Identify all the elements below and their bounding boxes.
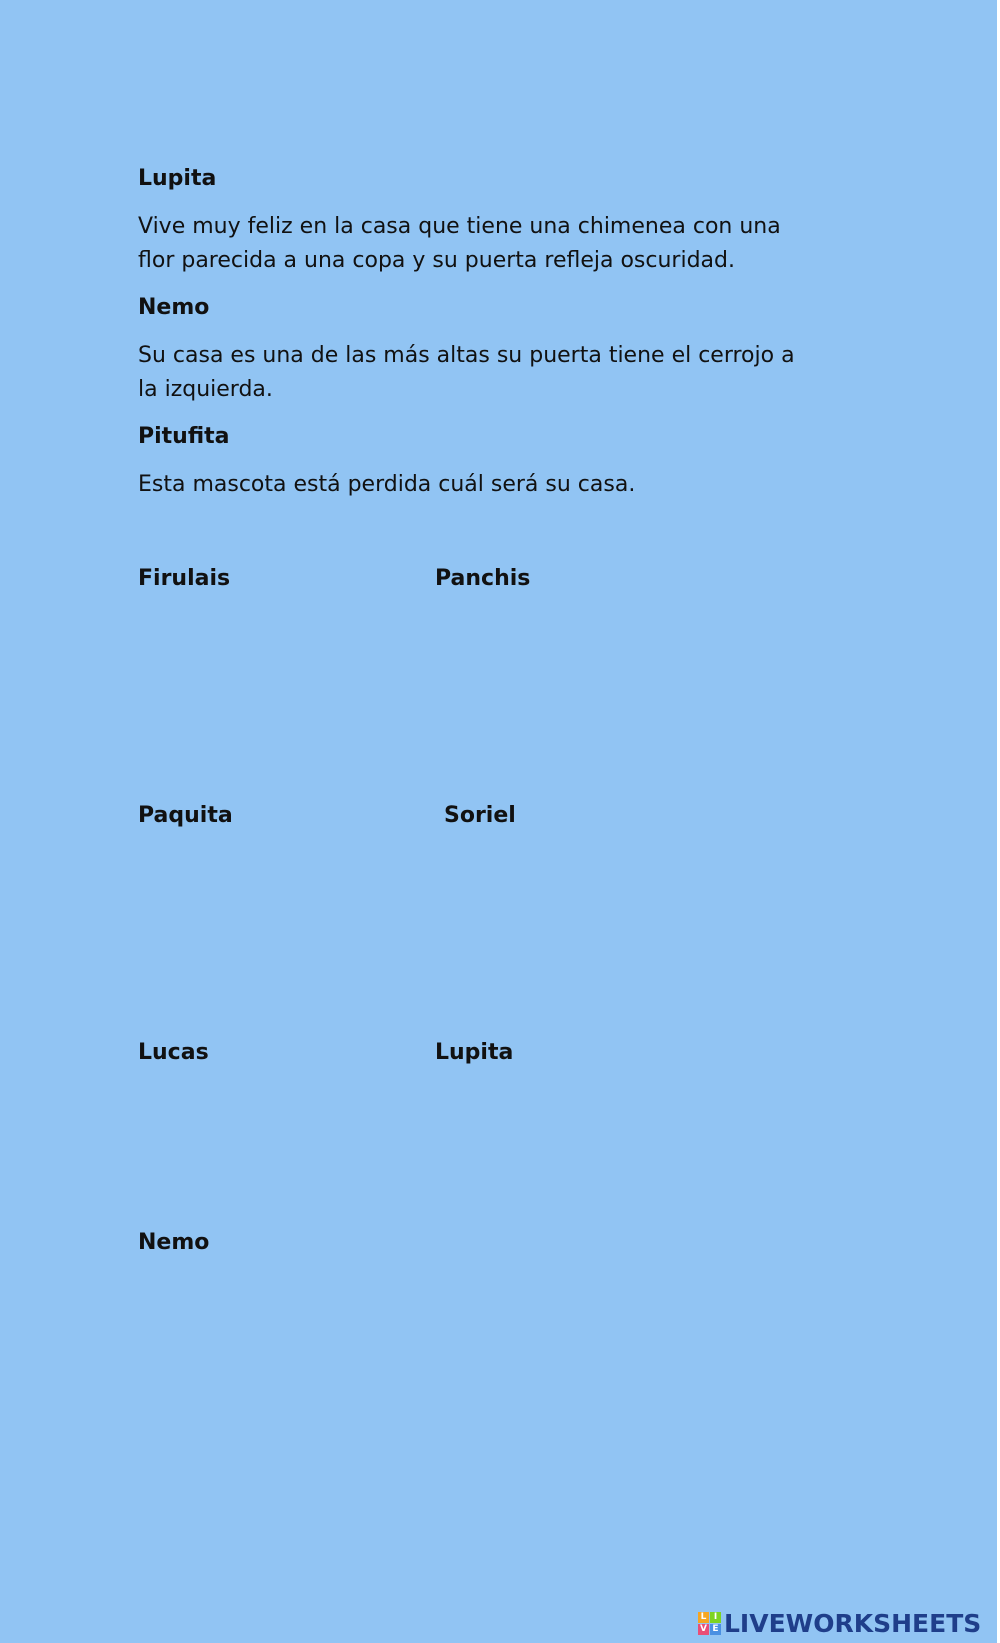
logo-mark-icon (698, 1612, 721, 1635)
intro-name-lupita: Lupita (138, 166, 217, 191)
pet-label-panchis: Panchis (435, 566, 531, 591)
intro-name-pitufita: Pitufita (138, 424, 230, 449)
logo-letter-i: I (710, 1612, 721, 1623)
pet-label-firulais: Firulais (138, 566, 231, 591)
liveworksheets-logo (698, 1608, 981, 1638)
pet-label-soriel: Soriel (444, 803, 516, 828)
pet-label-lucas: Lucas (138, 1040, 209, 1065)
intro-clue-nemo: Su casa es una de las más altas su puerta tiene el cerrojo a la izquierda. (138, 343, 795, 402)
pet-label-nemo: Nemo (138, 1230, 210, 1255)
logo-letter-e: E (710, 1624, 721, 1635)
pet-label-lupita: Lupita (435, 1040, 514, 1065)
intro-clue-lupita: Vive muy feliz en la casa que tiene una chimenea con una flor parecida a una copa y su puerta refleja oscuridad. (138, 214, 781, 273)
intro-name-nemo: Nemo (138, 295, 210, 320)
pet-label-paquita: Paquita (138, 803, 233, 828)
intro-clue-pitufita: Esta mascota está perdida cuál será su casa. (138, 472, 636, 497)
logo-wordmark: LIVEWORKSHEETS (724, 1608, 982, 1638)
logo-letter-v: V (698, 1624, 709, 1635)
logo-letter-l: L (698, 1612, 709, 1623)
